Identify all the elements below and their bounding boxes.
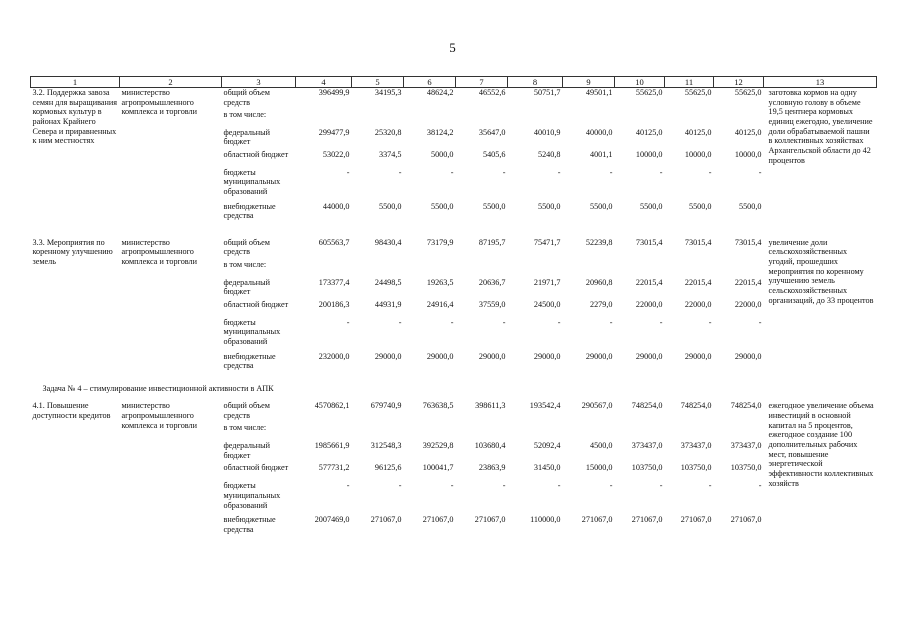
value-cell: 38124,2 [426, 127, 454, 137]
spacer-row [31, 226, 877, 238]
value-cell: 271067,0 [422, 515, 454, 525]
value-cell: 52239,8 [585, 237, 613, 247]
value-cell: 5500,0 [738, 201, 762, 211]
expected-result: заготовка кормов на одну условную голову в объеме 19,5 центнера кормовых единиц ежегодно, увеличение доли обрабатываемой пашни в коллективных хозяйствах Архангельской области до 42 процентов [768, 88, 873, 165]
value-cell [714, 260, 764, 278]
value-cell: 55625,0 [734, 88, 762, 98]
value-cell: 53022,0 [322, 149, 350, 159]
funding-source: областной бюджет [223, 299, 289, 309]
value-cell [352, 260, 404, 278]
value-cell: 103750,0 [680, 463, 712, 473]
value-cell: - [398, 167, 402, 177]
value-cell: 5500,0 [378, 201, 402, 211]
value-cell: 5500,0 [688, 201, 712, 211]
header-cell: 11 [665, 77, 714, 88]
value-cell [615, 260, 665, 278]
value-cell: - [609, 167, 613, 177]
value-cell: 398611,3 [475, 401, 506, 411]
value-cell: 103750,0 [631, 463, 663, 473]
value-cell: 40125,0 [734, 127, 762, 137]
value-cell: 22015,4 [734, 277, 762, 287]
value-cell [665, 110, 714, 128]
value-cell: 5500,0 [589, 201, 613, 211]
executor-name: министерство агропромышленного комплекса и торговли [121, 401, 198, 430]
value-cell [404, 423, 456, 441]
header-cell: 9 [563, 77, 615, 88]
value-cell [296, 423, 352, 441]
value-cell: - [450, 317, 454, 327]
value-cell: - [758, 167, 762, 177]
value-cell: 98430,4 [374, 237, 402, 247]
value-cell: 21971,7 [533, 277, 561, 287]
table-header [31, 77, 877, 88]
funding-source: областной бюджет [223, 149, 289, 159]
value-cell [456, 110, 508, 128]
value-cell [615, 423, 665, 441]
value-cell: 46552,6 [478, 88, 506, 98]
value-cell: 373437,0 [631, 441, 663, 451]
value-cell: 10000,0 [635, 149, 663, 159]
value-cell: 40125,0 [684, 127, 712, 137]
value-cell: 312548,3 [370, 441, 402, 451]
value-cell: - [557, 317, 561, 327]
value-cell: 73015,4 [635, 237, 663, 247]
value-cell: 22000,0 [684, 299, 712, 309]
value-cell: - [708, 317, 712, 327]
value-cell: 52092,4 [533, 441, 561, 451]
value-cell [714, 110, 764, 128]
funding-source: внебюджетные средства [223, 351, 276, 371]
value-cell: 5500,0 [430, 201, 454, 211]
header-cell: 6 [404, 77, 456, 88]
value-cell [665, 260, 714, 278]
value-cell [665, 423, 714, 441]
value-cell [508, 110, 563, 128]
value-cell: - [502, 317, 506, 327]
value-cell: 50751,7 [533, 88, 561, 98]
value-cell [352, 423, 404, 441]
table-row [31, 238, 877, 260]
value-cell: 31450,0 [533, 463, 561, 473]
funding-source: внебюджетные средства [223, 201, 276, 221]
value-cell: 37559,0 [478, 299, 506, 309]
value-cell: 44000,0 [322, 201, 350, 211]
value-cell: 34195,3 [374, 88, 402, 98]
value-cell: 290567,0 [581, 401, 613, 411]
value-cell: 25320,8 [374, 127, 402, 137]
value-cell: - [557, 481, 561, 491]
value-cell: - [346, 167, 350, 177]
value-cell: 10000,0 [684, 149, 712, 159]
value-cell: 5500,0 [482, 201, 506, 211]
value-cell [296, 110, 352, 128]
header-cell: 2 [120, 77, 222, 88]
value-cell: 110000,0 [530, 515, 561, 525]
header-cell: 1 [31, 77, 120, 88]
value-cell: 748254,0 [680, 401, 712, 411]
value-cell: 49501,1 [585, 88, 613, 98]
measure-name: 4.1. Повышение доступности кредитов [32, 401, 111, 420]
value-cell [714, 423, 764, 441]
value-cell: 103680,4 [474, 441, 506, 451]
value-cell: 23863,9 [478, 463, 506, 473]
value-cell: - [659, 317, 663, 327]
funding-source: бюджеты муниципальных образований [223, 317, 281, 346]
value-cell: 15000,0 [585, 463, 613, 473]
value-cell: 29000,0 [374, 351, 402, 361]
value-cell: 679740,9 [370, 401, 402, 411]
value-cell: - [708, 481, 712, 491]
value-cell: - [659, 481, 663, 491]
value-cell: 29000,0 [684, 351, 712, 361]
value-cell: 29000,0 [426, 351, 454, 361]
value-cell: 577731,2 [318, 463, 350, 473]
value-cell: 392529,8 [422, 441, 454, 451]
value-cell: - [450, 167, 454, 177]
value-cell: 2279,0 [589, 299, 613, 309]
funding-source: в том числе: [223, 423, 267, 433]
value-cell: 96125,6 [374, 463, 402, 473]
value-cell: 29000,0 [734, 351, 762, 361]
value-cell: 20960,8 [585, 277, 613, 287]
value-cell: 193542,4 [529, 401, 561, 411]
expected-result: увеличение доли сельскохозяйственных угодий, прошедших мероприятия по коренному улучшению земель сельскохозяйственных организаций, до 33 процентов [768, 237, 874, 305]
table-row [31, 401, 877, 423]
value-cell: 29000,0 [478, 351, 506, 361]
value-cell: 48624,2 [426, 88, 454, 98]
page-number: 5 [449, 40, 456, 55]
value-cell [456, 260, 508, 278]
table-body [31, 88, 877, 540]
value-cell: - [609, 317, 613, 327]
value-cell: 4570862,1 [314, 401, 350, 411]
value-cell: 299477,9 [318, 127, 350, 137]
value-cell: - [708, 167, 712, 177]
measure-name: 3.2. Поддержка завоза семян для выращивания кормовых культур в районах Крайнего Севера и приравненных к ним местностях [32, 88, 118, 146]
value-cell: 200186,3 [318, 299, 350, 309]
value-cell: 22015,4 [684, 277, 712, 287]
value-cell: 40000,0 [585, 127, 613, 137]
value-cell: 271067,0 [581, 515, 613, 525]
value-cell: - [398, 481, 402, 491]
value-cell: 3374,5 [378, 149, 402, 159]
value-cell [404, 110, 456, 128]
value-cell: 373437,0 [680, 441, 712, 451]
header-cell: 13 [764, 77, 877, 88]
value-cell: - [450, 481, 454, 491]
value-cell: 5000,0 [430, 149, 454, 159]
value-cell: 5500,0 [639, 201, 663, 211]
value-cell [456, 423, 508, 441]
value-cell: 271067,0 [474, 515, 506, 525]
value-cell [352, 110, 404, 128]
spacer-cell [31, 226, 877, 238]
executor-name: министерство агропромышленного комплекса и торговли [121, 237, 198, 266]
value-cell [563, 423, 615, 441]
value-cell: 173377,4 [318, 277, 350, 287]
value-cell [296, 260, 352, 278]
value-cell: 73015,4 [684, 237, 712, 247]
value-cell: 29000,0 [585, 351, 613, 361]
executor-name: министерство агропромышленного комплекса и торговли [121, 88, 198, 117]
value-cell: - [609, 481, 613, 491]
task-heading-row [31, 376, 877, 402]
value-cell: 29000,0 [533, 351, 561, 361]
header-cell: 5 [352, 77, 404, 88]
funding-source: общий объем средств [223, 237, 270, 257]
value-cell: 73015,4 [734, 237, 762, 247]
value-cell: - [346, 481, 350, 491]
value-cell: 55625,0 [635, 88, 663, 98]
header-cell: 4 [296, 77, 352, 88]
value-cell: 763638,5 [422, 401, 454, 411]
value-cell: 2007469,0 [314, 515, 350, 525]
value-cell: - [758, 481, 762, 491]
value-cell: 75471,7 [533, 237, 561, 247]
program-table [30, 76, 877, 539]
funding-source: федеральный бюджет [223, 277, 271, 297]
value-cell: 4001,1 [589, 149, 613, 159]
value-cell [508, 260, 563, 278]
value-cell: 271067,0 [370, 515, 402, 525]
value-cell: 19263,5 [426, 277, 454, 287]
funding-source: в том числе: [223, 109, 267, 119]
value-cell: 29000,0 [635, 351, 663, 361]
value-cell: 396499,9 [318, 88, 350, 98]
header-cell: 7 [456, 77, 508, 88]
value-cell [563, 260, 615, 278]
table-row [31, 88, 877, 110]
value-cell: 1985661,9 [314, 441, 350, 451]
funding-source: общий объем средств [223, 88, 270, 107]
value-cell: 4500,0 [589, 441, 613, 451]
value-cell: 20636,7 [478, 277, 506, 287]
value-cell [508, 423, 563, 441]
value-cell: 373437,0 [730, 441, 762, 451]
expected-result: ежегодное увеличение объема инвестиций в основной капитал на 5 процентов, ежегодное создание 100 дополнительных рабочих мест, повышение энергетической эффективности коллективных хозяйств [768, 401, 874, 488]
value-cell: 271067,0 [730, 515, 762, 525]
value-cell: - [502, 167, 506, 177]
value-cell: 10000,0 [734, 149, 762, 159]
value-cell: 24498,5 [374, 277, 402, 287]
funding-source: бюджеты муниципальных образований [223, 481, 281, 510]
value-cell: 22000,0 [734, 299, 762, 309]
funding-source: областной бюджет [223, 463, 289, 473]
value-cell: 100041,7 [422, 463, 454, 473]
funding-source: в том числе: [223, 259, 267, 269]
value-cell: 73179,9 [426, 237, 454, 247]
funding-source: федеральный бюджет [223, 441, 271, 460]
funding-source: федеральный бюджет [223, 127, 271, 147]
value-cell: 87195,7 [478, 237, 506, 247]
value-cell [563, 110, 615, 128]
task-heading: Задача № 4 – стимулирование инвестиционной активности в АПК [42, 383, 274, 393]
value-cell: 24916,4 [426, 299, 454, 309]
value-cell: 5500,0 [537, 201, 561, 211]
value-cell: 232000,0 [318, 351, 350, 361]
value-cell: 748254,0 [730, 401, 762, 411]
value-cell: - [346, 317, 350, 327]
value-cell: - [659, 167, 663, 177]
value-cell: 5405,6 [482, 149, 506, 159]
value-cell: - [398, 317, 402, 327]
value-cell: 24500,0 [533, 299, 561, 309]
value-cell [615, 110, 665, 128]
value-cell [404, 260, 456, 278]
value-cell: 40125,0 [635, 127, 663, 137]
value-cell: - [758, 317, 762, 327]
value-cell: - [557, 167, 561, 177]
value-cell: 22000,0 [635, 299, 663, 309]
value-cell: 5240,8 [537, 149, 561, 159]
header-cell: 12 [714, 77, 764, 88]
value-cell: 271067,0 [631, 515, 663, 525]
value-cell: 35647,0 [478, 127, 506, 137]
value-cell: 103750,0 [730, 463, 762, 473]
header-cell: 3 [222, 77, 296, 88]
measure-name: 3.3. Мероприятия по коренному улучшению земель [32, 237, 113, 266]
header-cell: 8 [508, 77, 563, 88]
funding-source: бюджеты муниципальных образований [223, 167, 281, 196]
funding-source: общий объем средств [223, 401, 270, 420]
funding-source: внебюджетные средства [223, 515, 276, 534]
header-cell: 10 [615, 77, 665, 88]
value-cell: 605563,7 [318, 237, 350, 247]
value-cell: 44931,9 [374, 299, 402, 309]
value-cell: 22015,4 [635, 277, 663, 287]
value-cell: 748254,0 [631, 401, 663, 411]
value-cell: 271067,0 [680, 515, 712, 525]
value-cell: - [502, 481, 506, 491]
value-cell: 40010,9 [533, 127, 561, 137]
value-cell: 55625,0 [684, 88, 712, 98]
